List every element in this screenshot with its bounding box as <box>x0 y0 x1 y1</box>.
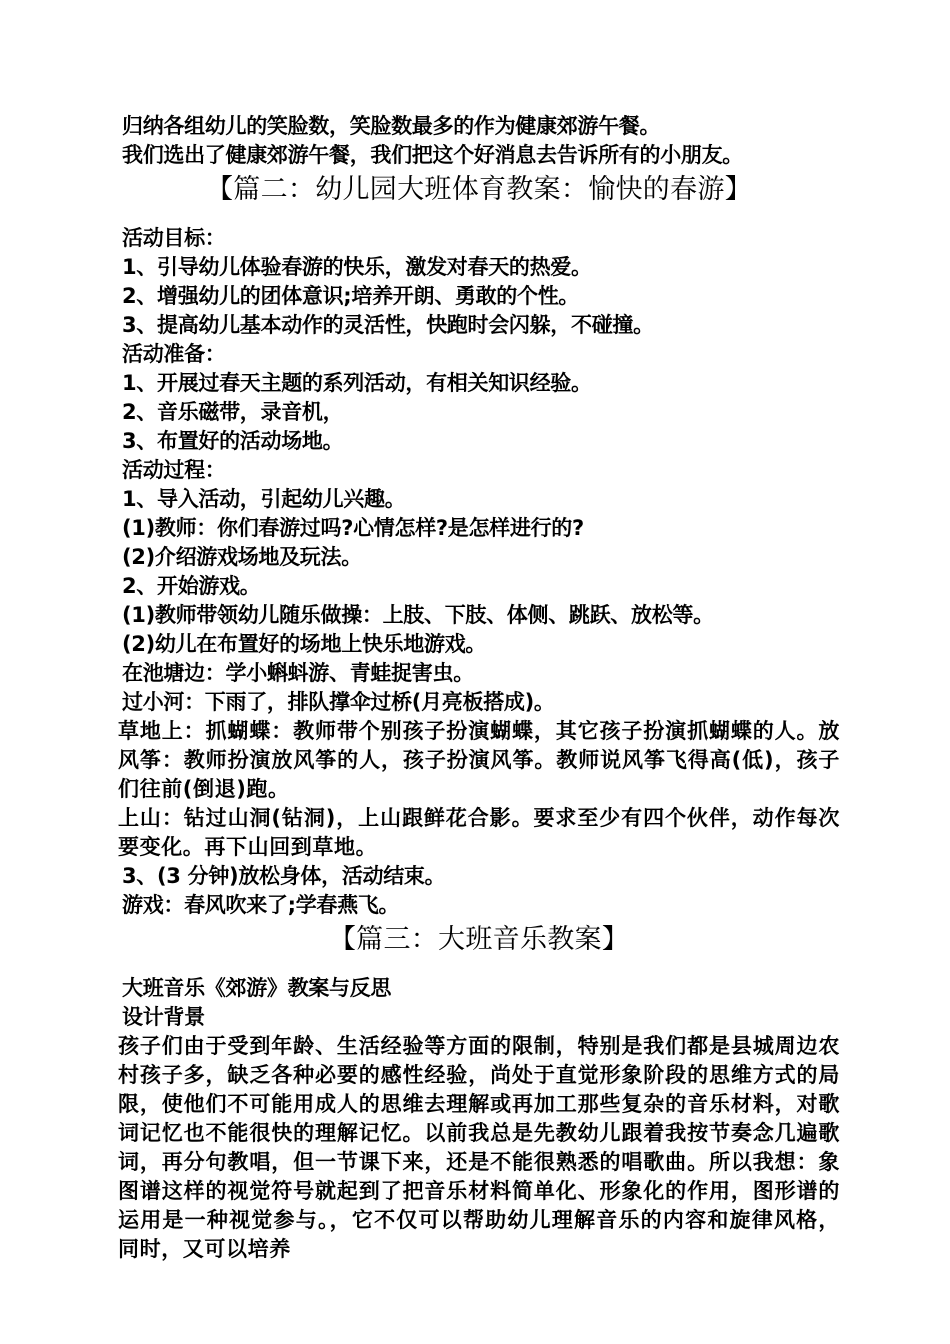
section-two-line: 2、增强幼儿的团体意识;培养开朗、勇敢的个性。 <box>122 284 580 308</box>
section-two-line: 1、引导幼儿体验春游的快乐，激发对春天的热爱。 <box>122 255 592 279</box>
section-three-title: 大班音乐《郊游》教案与反思 <box>122 976 392 1000</box>
section-three-paragraph: 孩子们由于受到年龄、生活经验等方面的限制，特别是我们都是县城周边农村孩子多，缺乏各种必要的感性经验，尚处于直觉形象阶段的思维方式的局限，使他们不可能用成人的思维去理解或再加工那些复杂的音乐材料，对歌词记忆也不能很快的理解记忆。以前我总是先教幼儿跟着我按节奏念几遍歌词，再分句教唱，但一节课下来，还是不能很熟悉的唱歌曲。所以我想：象图谱这样的视觉符号就起到了把音乐材料简单化、形象化的作用，图形谱的运用是一种视觉参与。，它不仅可以帮助幼儿理解音乐的内容和旋律风格，同时，又可以培养 <box>118 1034 840 1261</box>
section-two-line: 活动过程： <box>122 458 226 482</box>
section-three-subtitle: 设计背景 <box>122 1005 205 1029</box>
section-two-line: 游戏：春风吹来了;学春燕飞。 <box>122 893 400 917</box>
section-three-heading: 【篇三：大班音乐教案】 <box>328 924 630 955</box>
section-two-line: 过小河：下雨了，排队撑伞过桥(月亮板搭成)。 <box>122 690 555 714</box>
section-two-line: 活动目标： <box>122 226 226 250</box>
spacer <box>118 960 840 974</box>
intro-line-1: 归纳各组幼儿的笑脸数，笑脸数最多的作为健康郊游午餐。 <box>122 114 661 138</box>
section-two-line: 3、布置好的活动场地。 <box>122 429 344 453</box>
section-two-line: 活动准备： <box>122 342 226 366</box>
spacer <box>118 210 840 224</box>
section-two-heading: 【篇二：幼儿园大班体育教案：愉快的春游】 <box>206 174 752 205</box>
section-two-line: 2、开始游戏。 <box>122 574 261 598</box>
section-two-line: 1、导入活动，引起幼儿兴趣。 <box>122 487 406 511</box>
section-two-line: 1、开展过春天主题的系列活动，有相关知识经验。 <box>122 371 592 395</box>
section-two-line: 在池塘边：学小蝌蚪游、青蛙捉害虫。 <box>122 661 474 685</box>
document-page <box>118 112 840 1264</box>
section-two-line: (1)教师：你们春游过吗?心情怎样?是怎样进行的? <box>122 516 584 540</box>
section-two-line: (1)教师带领幼儿随乐做操：上肢、下肢、体侧、跳跃、放松等。 <box>122 603 714 627</box>
section-two-line: (2)幼儿在布置好的场地上快乐地游戏。 <box>122 632 487 656</box>
section-two-line: 3、提高幼儿基本动作的灵活性，快跑时会闪躲，不碰撞。 <box>122 313 654 337</box>
section-two-paragraph-grass: 草地上：抓蝴蝶：教师带个别孩子扮演蝴蝶，其它孩子扮演抓蝴蝶的人。放风筝：教师扮演放风筝的人，孩子扮演风筝。教师说风筝飞得高(低)，孩子们往前(倒退)跑。 <box>118 719 840 801</box>
section-two-line: 3、(3 分钟)放松身体，活动结束。 <box>122 864 446 888</box>
section-two-line: 2、音乐磁带，录音机， <box>122 400 344 424</box>
section-two-line: (2)介绍游戏场地及玩法。 <box>122 545 362 569</box>
intro-line-2: 我们选出了健康郊游午餐，我们把这个好消息去告诉所有的小朋友。 <box>122 143 743 167</box>
section-two-paragraph-mountain: 上山：钻过山洞(钻洞)，上山跟鲜花合影。要求至少有四个伙伴，动作每次要变化。再下山回到草地。 <box>118 806 840 859</box>
